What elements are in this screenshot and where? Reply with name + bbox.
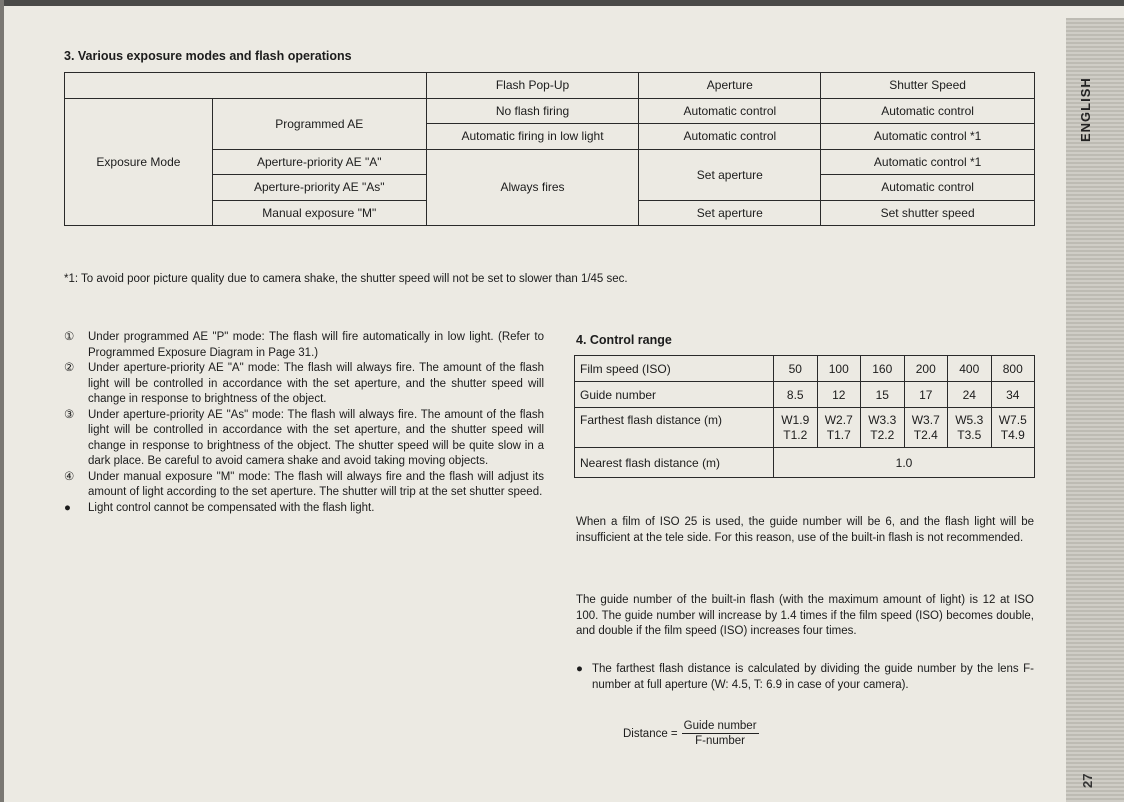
film-speed-label: Film speed (ISO): [575, 356, 774, 382]
guide-number-cell: 17: [904, 382, 948, 408]
page-left-edge: [0, 0, 4, 802]
list-text: Under manual exposure "M" mode: The flash will always fire and the flash will adjust its amount of light according to the set aperture. The shutter will trip at the set shutter speed.: [88, 470, 544, 498]
film-speed-cell: 100: [817, 356, 861, 382]
language-label: ENGLISH: [1078, 77, 1093, 142]
iso25-paragraph: When a film of ISO 25 is used, the guide number will be 6, and the flash light will be insufficient at the tele side. For this reason, use of the built-in flash is not recommended.: [576, 516, 1034, 544]
aperture-cell: Automatic control: [639, 124, 821, 150]
list-item: [64, 470, 544, 501]
list-text: Under aperture-priority AE "As" mode: The flash will always fire. The amount of the flash light will be controlled in accordance with the set aperture, and the shutter speed will change in response to brightness of the object. The shutter speed will be quite slow in a dark place. Be careful to avoid camera shake and avoid taking moving objects.: [88, 408, 544, 467]
aperture-priority-a-cell: Aperture-priority AE "A": [212, 149, 426, 175]
film-speed-cell: 200: [904, 356, 948, 382]
shutter-cell: Automatic control: [821, 175, 1035, 201]
farthest-distance-cell: [904, 408, 948, 448]
shutter-cell: Automatic control *1: [821, 149, 1035, 175]
tele-value: T4.9: [1000, 427, 1025, 442]
list-item: [64, 330, 544, 361]
formula-lhs: Distance =: [623, 727, 678, 740]
set-aperture-cell: Set aperture: [639, 200, 821, 226]
section3-title: 3. Various exposure modes and flash operations: [64, 49, 352, 63]
wide-value: W3.7: [911, 412, 940, 427]
film-speed-cell: 800: [991, 356, 1035, 382]
section4-title: 4. Control range: [576, 333, 672, 347]
list-text: Under aperture-priority AE "A" mode: The flash will always fire. The amount of the flash light will be controlled in accordance with the set aperture, and the shutter speed will change in response to brightness of the object.: [88, 362, 544, 405]
aperture-cell: Automatic control: [639, 98, 821, 124]
list-marker: ④: [64, 470, 75, 483]
guide-number-cell: 12: [817, 382, 861, 408]
farthest-distance-cell: [991, 408, 1035, 448]
formula-numerator: Guide number: [683, 720, 757, 732]
tele-value: T1.7: [826, 427, 851, 442]
table-row: [575, 356, 1035, 382]
aperture-priority-as-cell: Aperture-priority AE "As": [212, 175, 426, 201]
tele-value: T2.4: [913, 427, 938, 442]
formula-fraction: [682, 720, 759, 747]
empty-header-cell: [65, 73, 427, 99]
shutter-cell: Automatic control *1: [821, 124, 1035, 150]
list-item: [64, 408, 544, 470]
no-flash-cell: No flash firing: [426, 98, 639, 124]
wide-value: W7.5: [998, 412, 1027, 427]
exposure-modes-table: [64, 72, 1035, 226]
page-top-edge: [0, 0, 1124, 6]
header-flash-popup: Flash Pop-Up: [426, 73, 639, 99]
always-fires-cell: Always fires: [426, 149, 639, 226]
nearest-distance-cell: 1.0: [774, 448, 1035, 478]
farthest-distance-cell: [817, 408, 861, 448]
shutter-cell: Automatic control: [821, 98, 1035, 124]
film-speed-cell: 400: [948, 356, 992, 382]
tele-value: T1.2: [783, 427, 808, 442]
header-shutter-speed: Shutter Speed: [821, 73, 1035, 99]
farthest-distance-label: Farthest flash distance (m): [575, 408, 774, 448]
bullet-icon: ●: [64, 501, 71, 514]
list-item: [64, 361, 544, 408]
wide-value: W3.3: [868, 412, 897, 427]
programmed-ae-cell: Programmed AE: [212, 98, 426, 149]
distance-formula: [623, 720, 759, 747]
set-shutter-cell: Set shutter speed: [821, 200, 1035, 226]
table-row: [65, 98, 1035, 124]
film-speed-cell: 160: [861, 356, 905, 382]
footnote: *1: To avoid poor picture quality due to camera shake, the shutter speed will not be set to slower than 1/45 sec.: [64, 273, 628, 285]
farthest-distance-cell: [774, 408, 818, 448]
formula-denominator: F-number: [695, 735, 746, 747]
list-text: Light control cannot be compensated with the flash light.: [88, 501, 375, 514]
guide-number-cell: 24: [948, 382, 992, 408]
bullet-icon: ●: [576, 663, 583, 675]
guide-number-label: Guide number: [575, 382, 774, 408]
page-number: 27: [1080, 773, 1095, 788]
guide-number-paragraph: The guide number of the built-in flash (with the maximum amount of light) is 12 at ISO 100. The guide number will increase by 1.4 times if the film speed (ISO) becomes double, and double if the film speed (ISO) increases four times.: [576, 594, 1034, 637]
side-language-tab: [1066, 18, 1124, 802]
control-range-table: [574, 355, 1035, 478]
exposure-mode-label: Exposure Mode: [65, 98, 213, 226]
header-aperture: Aperture: [639, 73, 821, 99]
table-row: [575, 408, 1035, 448]
guide-number-cell: 15: [861, 382, 905, 408]
farthest-distance-cell: [948, 408, 992, 448]
guide-number-cell: 34: [991, 382, 1035, 408]
table-row: [65, 73, 1035, 99]
wide-value: W1.9: [781, 412, 810, 427]
list-text: Under programmed AE "P" mode: The flash will fire automatically in low light. (Refer to Programmed Exposure Diagram in Page 31.): [88, 331, 544, 359]
manual-exposure-cell: Manual exposure "M": [212, 200, 426, 226]
tele-value: T2.2: [870, 427, 895, 442]
mode-notes-list: [64, 330, 544, 516]
film-speed-cell: 50: [774, 356, 818, 382]
tele-value: T3.5: [957, 427, 982, 442]
distance-bullet: [576, 662, 1034, 693]
bullet-text: The farthest flash distance is calculated by dividing the guide number by the lens F-number at full aperture (W: 4.5, T: 6.9 in case of your camera).: [592, 663, 1034, 691]
list-marker: ②: [64, 362, 75, 374]
table-row: [575, 382, 1035, 408]
wide-value: W5.3: [955, 412, 984, 427]
nearest-distance-label: Nearest flash distance (m): [575, 448, 774, 478]
farthest-distance-cell: [861, 408, 905, 448]
table-row: [575, 448, 1035, 478]
list-marker: ③: [64, 408, 75, 421]
set-aperture-cell: Set aperture: [639, 149, 821, 200]
guide-number-cell: 8.5: [774, 382, 818, 408]
wide-value: W2.7: [824, 412, 853, 427]
list-item: [64, 501, 544, 517]
list-marker: ①: [64, 331, 75, 343]
auto-low-light-cell: Automatic firing in low light: [426, 124, 639, 150]
